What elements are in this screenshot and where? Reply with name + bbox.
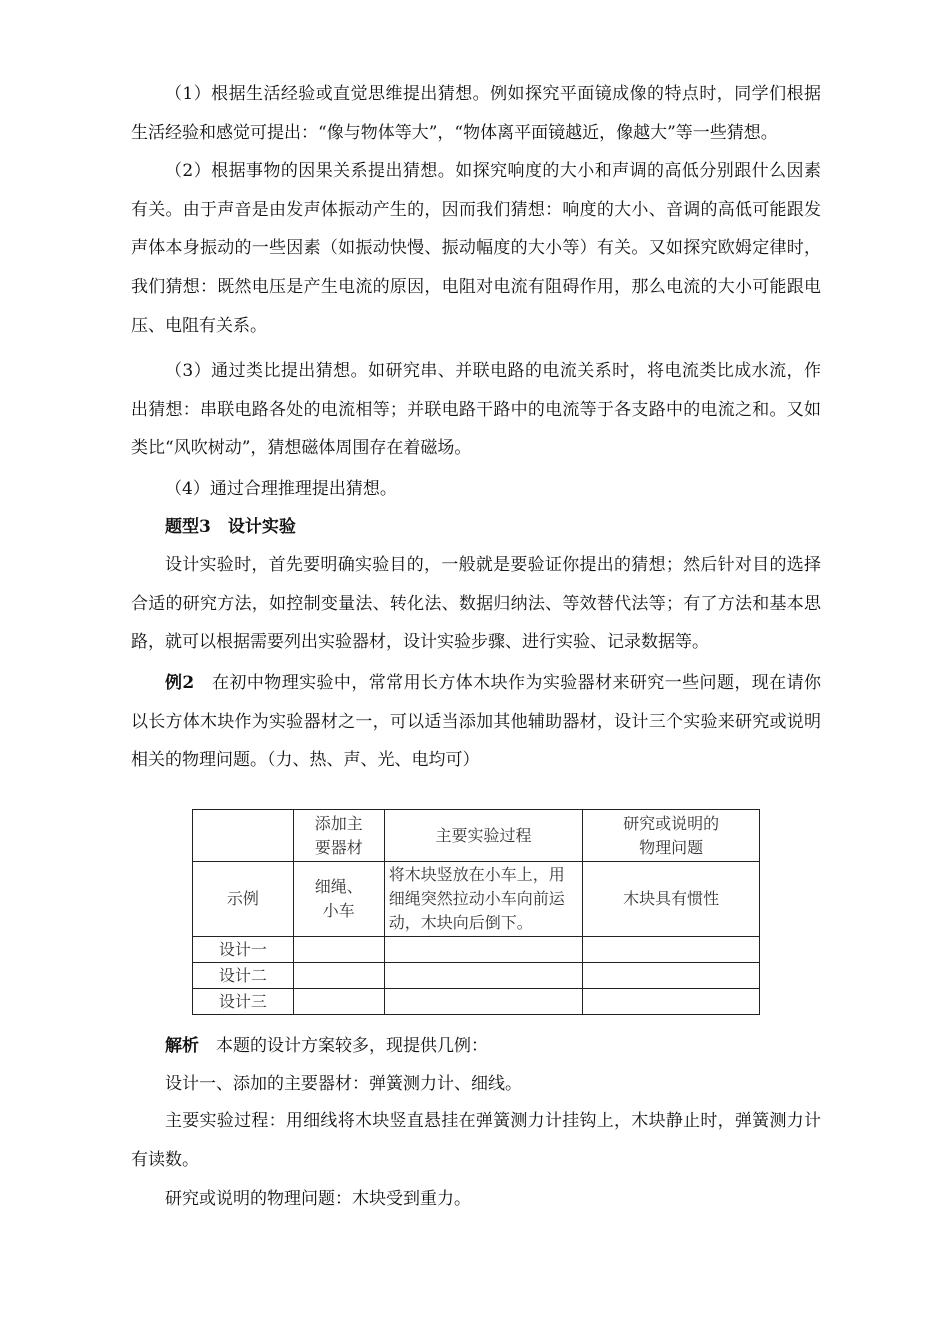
paragraph-guess-4: （4）通过合理推理提出猜想。 xyxy=(165,479,397,499)
table-row xyxy=(193,989,760,1015)
table-cell-problem: 木块具有惯性 xyxy=(583,862,760,937)
table-cell-empty xyxy=(384,989,583,1015)
paragraph-guess-2: （2）根据事物的因果关系提出猜想。如探究响度的大小和声调的高低分别跟什么因素有关。由于声音是由发声体振动产生的，因而我们猜想：响度的大小、音调的高低可能跟发声体本身振动的一些因素（如振动快慢、振动幅度的大小等）有关。又如探究欧姆定律时，我们猜想：既然电压是产生电流的原因，电阻对电流有阻碍作用，那么电流的大小可能跟电压、电阻有关系。 xyxy=(131,161,821,336)
table-cell-empty xyxy=(583,937,760,963)
cell-line: 小车 xyxy=(322,901,355,920)
table-row-example xyxy=(193,862,760,937)
table-cell-label: 示例 xyxy=(193,862,294,937)
table-cell-equipment xyxy=(293,862,384,937)
table-cell-empty xyxy=(384,963,583,989)
example-label: 例2 xyxy=(165,673,195,693)
paragraph-design-intro: 设计实验时，首先要明确实验目的，一般就是要验证你提出的猜想；然后针对目的选择合适的研究方法，如控制变量法、转化法、数据归纳法、等效替代法等；有了方法和基本思路，就可以根据需要列出实验器材，设计实验步骤、进行实验、记录数据等。 xyxy=(131,555,821,653)
table-cell-empty xyxy=(384,937,583,963)
analysis-label: 解析 xyxy=(165,1036,199,1056)
table-header-equipment xyxy=(293,810,384,862)
table-cell-label: 设计三 xyxy=(193,989,294,1015)
table-row xyxy=(193,963,760,989)
paragraph-design-1-equipment: 设计一、添加的主要器材：弹簧测力计、细线。 xyxy=(165,1074,522,1094)
paragraph-example-2 xyxy=(131,664,821,780)
paragraph-analysis xyxy=(131,1027,821,1065)
table-header-empty xyxy=(193,810,294,862)
table-cell-process: 将木块竖放在小车上，用细绳突然拉动小车向前运动，木块向后倒下。 xyxy=(384,862,583,937)
cell-line: 细绳、 xyxy=(314,877,363,896)
table-header-problem xyxy=(583,810,760,862)
table-header-row xyxy=(193,810,760,862)
table-cell-label: 设计一 xyxy=(193,937,294,963)
paragraph-design-1-problem: 研究或说明的物理问题：木块受到重力。 xyxy=(165,1189,471,1209)
paragraph-guess-3: （3）通过类比提出猜想。如研究串、并联电路的电流关系时，将电流类比成水流，作出猜想：串联电路各处的电流相等；并联电路干路中的电流等于各支路中的电流之和。又如类比“风吹树动”，猜想磁体周围存在着磁场。 xyxy=(131,361,821,459)
table-cell-empty xyxy=(293,989,384,1015)
paragraph-design-1-process: 主要实验过程：用细线将木块竖直悬挂在弹簧测力计挂钩上，木块静止时，弹簧测力计有读数。 xyxy=(131,1111,821,1170)
header-line: 物理问题 xyxy=(639,837,704,857)
header-line: 要器材 xyxy=(314,837,363,857)
table-cell-label: 设计二 xyxy=(193,963,294,989)
paragraph-guess-1: （1）根据生活经验或直觉思维提出猜想。例如探究平面镜成像的特点时，同学们根据生活经验和感觉可提出：“像与物体等大”，“物体离平面镜越近，像越大”等一些猜想。 xyxy=(131,84,821,143)
header-line: 研究或说明的 xyxy=(623,813,720,833)
table-cell-empty xyxy=(293,963,384,989)
table-cell-empty xyxy=(583,989,760,1015)
example-text: 在初中物理实验中，常常用长方体木块作为实验器材来研究一些问题，现在请你以长方体木块作为实验器材之一，可以适当添加其他辅助器材，设计三个实验来研究或说明相关的物理问题。（力、热、声、光、电均可） xyxy=(131,673,821,771)
section-heading: 题型3 设计实验 xyxy=(165,517,296,537)
table-cell-empty xyxy=(293,937,384,963)
header-line: 添加主 xyxy=(314,813,363,833)
table-cell-empty xyxy=(583,963,760,989)
analysis-text: 本题的设计方案较多，现提供几例： xyxy=(199,1036,488,1056)
experiment-design-table xyxy=(192,809,760,1015)
table-row xyxy=(193,937,760,963)
table-header-process: 主要实验过程 xyxy=(384,810,583,862)
